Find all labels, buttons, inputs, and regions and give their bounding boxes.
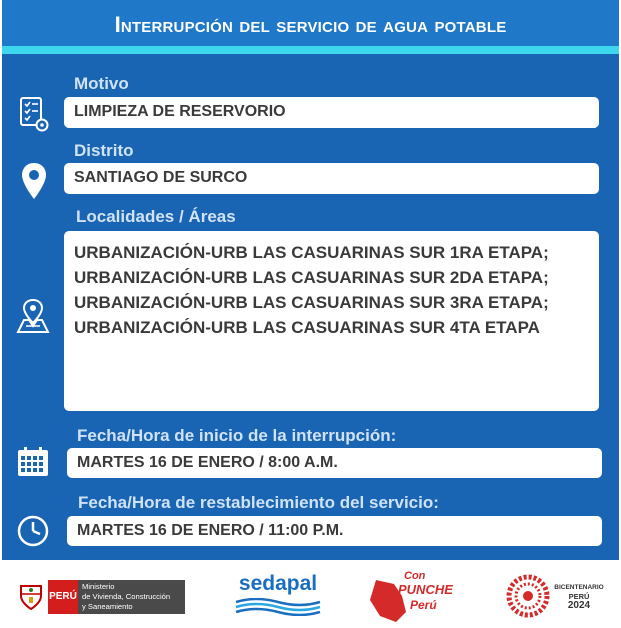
accent-stripe — [2, 46, 619, 54]
motivo-value: LIMPIEZA DE RESERVORIO — [64, 97, 599, 128]
map-pin-icon — [21, 162, 47, 200]
inicio-value: MARTES 16 DE ENERO / 8:00 A.M. — [67, 448, 602, 478]
footer-logos — [0, 560, 621, 628]
peru-coat-of-arms-icon — [18, 582, 44, 610]
sedapal-wordmark: sedapal — [238, 572, 318, 595]
localidades-label: Localidades / Áreas — [76, 207, 236, 226]
peru-badge: PERÚ — [48, 580, 78, 614]
localidad-line: URBANIZACIÓN-URB LAS CASUARINAS SUR 4TA ETAPA — [74, 318, 540, 337]
distrito-label: Distrito — [74, 141, 134, 160]
clock-icon — [17, 515, 49, 547]
localidad-line: URBANIZACIÓN-URB LAS CASUARINAS SUR 1RA ETAPA; — [74, 243, 549, 262]
title-bar — [2, 0, 619, 46]
motivo-label: Motivo — [74, 74, 129, 93]
ministerio-logo — [18, 580, 185, 614]
ministerio-name: Ministerio de Vivienda, Construcción y Saneamiento — [78, 580, 185, 614]
localidades-list — [64, 231, 599, 411]
inicio-label: Fecha/Hora de inicio de la interrupción: — [77, 426, 397, 445]
localidad-line: URBANIZACIÓN-URB LAS CASUARINAS SUR 2DA ETAPA; — [74, 268, 549, 287]
map-location-icon — [16, 298, 50, 334]
checklist-gear-icon — [18, 96, 50, 132]
restablecimiento-value: MARTES 16 DE ENERO / 11:00 P.M. — [67, 516, 602, 546]
bicentenario-emblem-icon — [506, 574, 550, 618]
distrito-value: SANTIAGO DE SURCO — [64, 163, 599, 194]
calendar-icon — [17, 447, 49, 477]
sedapal-logo — [232, 572, 324, 618]
notice-title: Interrupción del servicio de agua potable — [114, 12, 507, 37]
bicentenario-logo: BICENTENARIO PERÚ 2024 — [506, 572, 606, 618]
restablecimiento-label: Fecha/Hora de restablecimiento del servicio: — [78, 493, 439, 512]
con-punche-peru-logo: Con PUNCHE Perú — [366, 568, 456, 624]
localidad-line: URBANIZACIÓN-URB LAS CASUARINAS SUR 3RA ETAPA; — [74, 293, 549, 312]
water-waves-icon — [234, 598, 322, 616]
